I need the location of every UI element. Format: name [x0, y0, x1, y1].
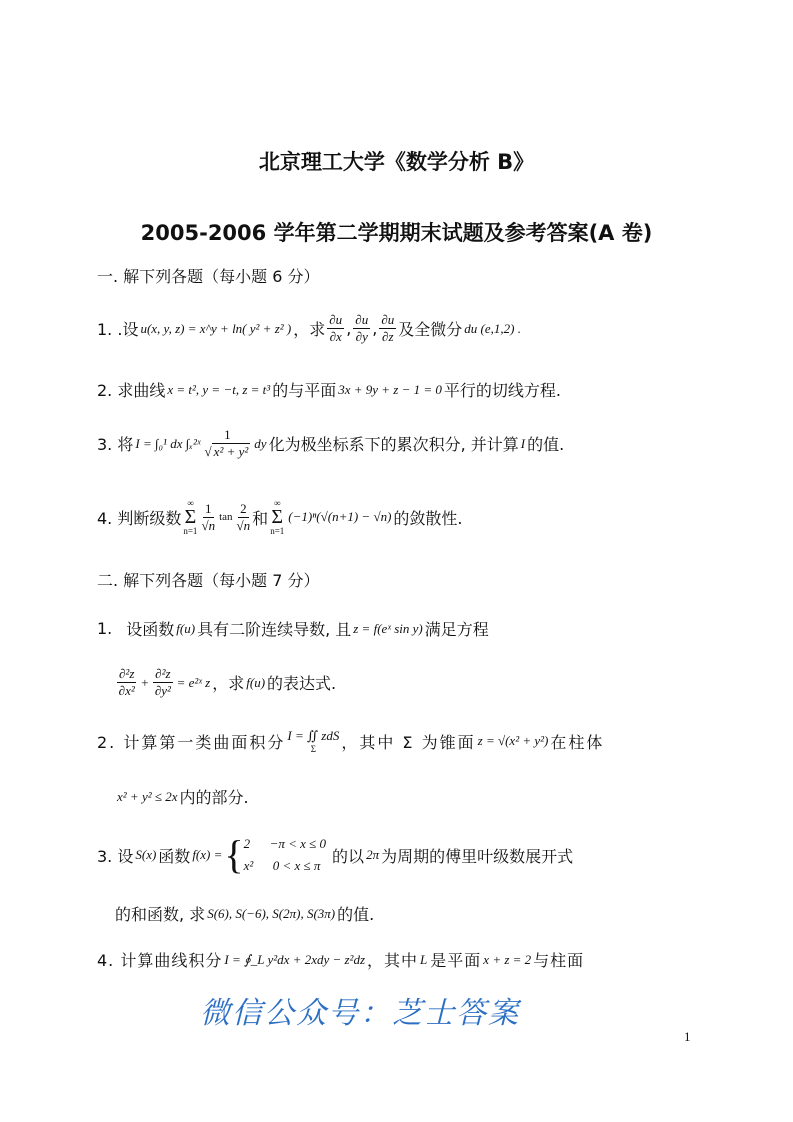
math-expr: f(u): [246, 674, 266, 690]
math-expr: I = ∫₀¹ dx ∫ₓ²ˣ: [135, 435, 201, 451]
fraction: $\frac{2}{√n}$: [236, 500, 251, 533]
question-1-4: [97, 498, 463, 536]
question-2-3-cont: [115, 902, 374, 925]
text: 及全微分: [398, 320, 463, 339]
fraction: $\frac{\partial u}{\partial y}$: [355, 312, 369, 344]
math-expr: u(x, y, z) = x^y + ln( y² + z² ): [140, 320, 292, 336]
sum-symbol: ∞ Σ n=1: [183, 498, 198, 536]
q-number: 2. 求曲线: [97, 381, 166, 400]
watermark: 微信公众号：芝士答案: [200, 996, 520, 1031]
fraction: $\frac{1}{\text{√ x² + y²}}$: [204, 427, 249, 459]
math-expr: I = ∮_L y²dx + 2xdy − z²dz: [224, 951, 366, 967]
q-number: 3. 将: [97, 435, 134, 454]
math-expr: +: [140, 674, 150, 690]
text: 的与平面: [272, 381, 337, 400]
text: 设函数: [126, 620, 175, 639]
question-2-2: [97, 728, 604, 754]
q-number: 4. 计算曲线积分: [97, 951, 223, 970]
math-expr: z = √(x² + y²): [477, 733, 549, 748]
text: 的和函数, 求: [115, 905, 206, 924]
question-2-1-equation: [115, 666, 336, 699]
fraction: $\frac{\partial u}{\partial x}$: [329, 312, 343, 344]
fraction: $\frac{\partial u}{\partial z}$: [381, 312, 395, 344]
text: 为周期的傅里叶级数展开式: [381, 846, 574, 866]
integral-domain: Σ: [310, 744, 316, 754]
math-expr: (−1)ⁿ(√(n+1) − √n): [288, 509, 392, 524]
text: ，其中: [367, 951, 419, 970]
question-1-1: 1. .设 u(x, y, z) = x^y + ln( y² + z² ) ，求 $\frac{\partial u}{\partial x}$ , $\frac{\partial u}{\partial y}$ , $\frac{\partial u}{\partial z}$ 及全微分 du (e,1,2) .: [97, 312, 521, 344]
q-number: 1.: [97, 619, 113, 638]
math-expr: dy: [254, 435, 267, 451]
question-1-3: [97, 427, 564, 460]
text: 在柱体: [550, 732, 605, 752]
math-expr: = e²ˣ z: [176, 674, 211, 690]
math-expr: tan: [219, 511, 233, 523]
text: 的值.: [337, 905, 375, 924]
q-number: 3. 设: [97, 846, 134, 866]
doc-title: 北京理工大学《数学分析 B》: [258, 150, 535, 174]
math-expr: I = ∬ zdS: [287, 728, 340, 743]
math-expr: S(x): [135, 847, 157, 862]
text: ，求: [293, 320, 326, 339]
q-number: 2. 计算第一类曲面积分: [97, 732, 286, 752]
math-expr: du (e,1,2) .: [464, 320, 521, 336]
math-expr: x + z = 2: [483, 951, 532, 967]
math-expr: z = f(eˣ sin y): [353, 620, 423, 636]
text: 的值.: [527, 435, 565, 454]
math-expr: 2π: [366, 847, 380, 862]
text: 内的部分.: [179, 788, 249, 807]
math-expr: I: [520, 435, 526, 451]
fraction: $\frac{1}{√n}$: [201, 500, 216, 533]
surface-integral: [285, 728, 341, 754]
q-number: 4. 判断级数: [97, 508, 182, 528]
text: 具有二阶连续导数, 且: [197, 620, 352, 639]
doc-subtitle: 2005-2006 学年第二学期期末试题及参考答案(A 卷): [140, 221, 653, 245]
question-2-1: [97, 617, 489, 640]
text: 的以: [332, 846, 365, 866]
piecewise: { 2 −π < x ≤ 0 x² 0 < x ≤ π: [224, 832, 327, 877]
text: 函数: [158, 846, 191, 866]
question-2-2-cont: [115, 785, 249, 808]
text: 是平面: [430, 951, 482, 970]
section2-heading: 二. 解下列各题（每小题 7 分）: [97, 571, 320, 590]
fraction: $\frac{\text{∂²z}}{\text{∂x²}}$: [118, 666, 135, 698]
text: 平行的切线方程.: [443, 381, 561, 400]
text: ，其中 Σ 为锥面: [341, 732, 476, 752]
sum-symbol: ∞ Σ n=1: [270, 498, 285, 536]
text: 满足方程: [424, 620, 489, 639]
text: ，求: [212, 674, 245, 693]
section1-heading: 一. 解下列各题（每小题 6 分）: [97, 267, 320, 286]
question-2-4: [97, 948, 584, 971]
math-expr: x = t², y = −t, z = t³: [167, 381, 271, 397]
question-1-2: [97, 378, 561, 401]
math-expr: S(6), S(−6), S(2π), S(3π): [207, 905, 336, 921]
text: 的敛散性.: [393, 508, 463, 528]
math-expr: x² + y² ≤ 2x: [117, 788, 178, 804]
text: 和: [252, 508, 269, 528]
text: 的表达式.: [267, 674, 337, 693]
math-expr: L: [420, 951, 429, 967]
math-expr: 3x + 9y + z − 1 = 0: [338, 381, 442, 397]
text: 化为极坐标系下的累次积分, 并计算: [268, 435, 519, 454]
q-number: 1. .设: [97, 320, 139, 339]
math-expr: f(x) =: [192, 847, 223, 862]
text: 与柱面: [533, 951, 585, 970]
math-expr: f(u): [176, 620, 196, 636]
fraction: $\frac{\text{∂²z}}{\text{∂y²}}$: [154, 666, 171, 698]
question-2-3: [97, 832, 574, 877]
page-number: 1: [684, 1029, 691, 1044]
